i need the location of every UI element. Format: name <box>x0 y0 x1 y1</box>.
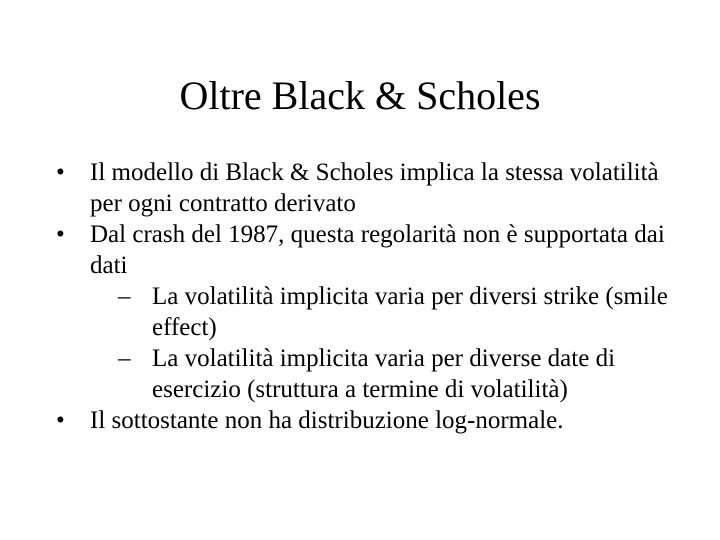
dash-marker: – <box>118 345 131 372</box>
bullet-text: Il modello di Black & Scholes implica la stessa volatilità per ogni contratto derivato <box>90 159 659 217</box>
bullet-marker: • <box>56 221 65 248</box>
bullet-item <box>56 405 676 436</box>
bullet-item <box>56 157 676 219</box>
dash-marker: – <box>118 283 131 310</box>
slide-title: Oltre Black & Scholes <box>179 73 541 118</box>
bullet-text: Il sottostante non ha distribuzione log-normale. <box>90 407 564 434</box>
sub-bullet-text: La volatilità implicita varia per diverse date di esercizio (struttura a termine di volatilità) <box>152 345 616 403</box>
sub-bullet-item <box>56 343 676 405</box>
bullet-marker: • <box>56 407 65 434</box>
bullet-text: Dal crash del 1987, questa regolarità non è supportata dai dati <box>90 221 665 279</box>
bullet-item <box>56 219 676 281</box>
bullet-list <box>56 157 676 436</box>
sub-bullet-text: La volatilità implicita varia per diversi strike (smile effect) <box>152 283 668 341</box>
sub-bullet-item <box>56 281 676 343</box>
bullet-marker: • <box>56 159 65 186</box>
